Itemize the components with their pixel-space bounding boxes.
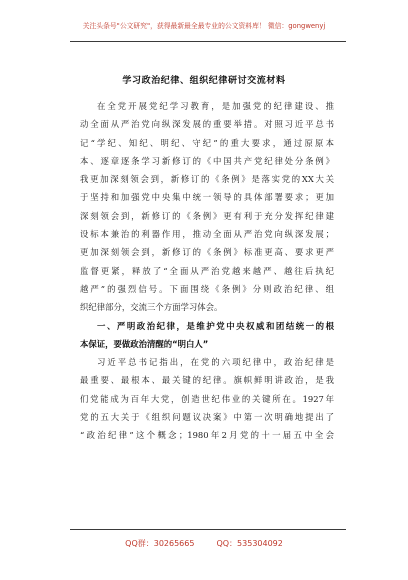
text-line: 于坚持和加强党中央集中统一领导的具体部署要求；更加	[80, 192, 334, 203]
text-line: 习近平总书记指出，在党的六项纪律中，政治纪律是	[97, 357, 334, 368]
text-line: 最重要、最根本、最关键的纪律。旗帜鲜明讲政治，是我	[80, 375, 334, 386]
text-line: 越严”的强烈信号。下面围绕《条例》分则政治纪律、组	[80, 283, 334, 294]
text-line: 党的五大关于《组织问题议决案》中第一次明确地提出了	[80, 412, 334, 423]
header-promo-note: 关注头条号"公文研究"，获得最新最全最专业的公文资料库！ 微信：gongwenyj	[82, 22, 326, 30]
qq-group-text: QQ群：30265665	[125, 539, 195, 548]
header-divider	[70, 41, 346, 42]
text-line: 监督更紧，释放了“全面从严治党越来越严、越往后执纪	[80, 265, 334, 276]
text-line: 更加深刻领会到，新修订的《条例》标准更高、要求更严	[80, 247, 334, 258]
section-1-paragraph	[80, 353, 334, 444]
heading-line: 本保证，要做政治清醒的“明白人”	[80, 338, 209, 349]
text-line: 本、逐章逐条学习新修订的《中国共产党纪律处分条例》	[80, 155, 334, 166]
footer-contact	[0, 538, 408, 549]
document-body	[80, 97, 334, 445]
text-line: 织纪律部分，交流三个方面学习体会。	[80, 302, 223, 313]
footer-divider	[70, 529, 346, 530]
text-line: 动全面从严治党向纵深发展的重要举措。对照习近平总书	[80, 119, 334, 130]
document-title: 学习政治纪律、组织纪律研讨交流材料	[122, 76, 286, 86]
text-line: 深刻领会到，新修订的《条例》更有利于充分发挥纪律建	[80, 210, 334, 221]
text-line: 我更加深刻领会到，新修订的《条例》是落实党的XX大关	[80, 174, 334, 185]
text-line: 在全党开展党纪学习教育，是加强党的纪律建设、推	[97, 101, 334, 111]
text-line: “政治纪律”这个概念；1980年2月党的十一届五中全会	[80, 430, 334, 441]
section-1-heading	[80, 317, 334, 354]
qq-text: QQ：535304092	[216, 539, 283, 548]
text-line: 记“学纪、知纪、明纪、守纪”的重大要求，通过原原本	[80, 137, 334, 148]
text-line: 们党能成为百年大党，创造世纪伟业的关键所在。1927年	[80, 393, 334, 404]
intro-paragraph	[80, 97, 334, 317]
text-line: 设标本兼治的利器作用，推动全面从严治党向纵深发展；	[80, 229, 334, 240]
heading-line: 一、严明政治纪律，是维护党中央权威和团结统一的根	[97, 320, 334, 331]
